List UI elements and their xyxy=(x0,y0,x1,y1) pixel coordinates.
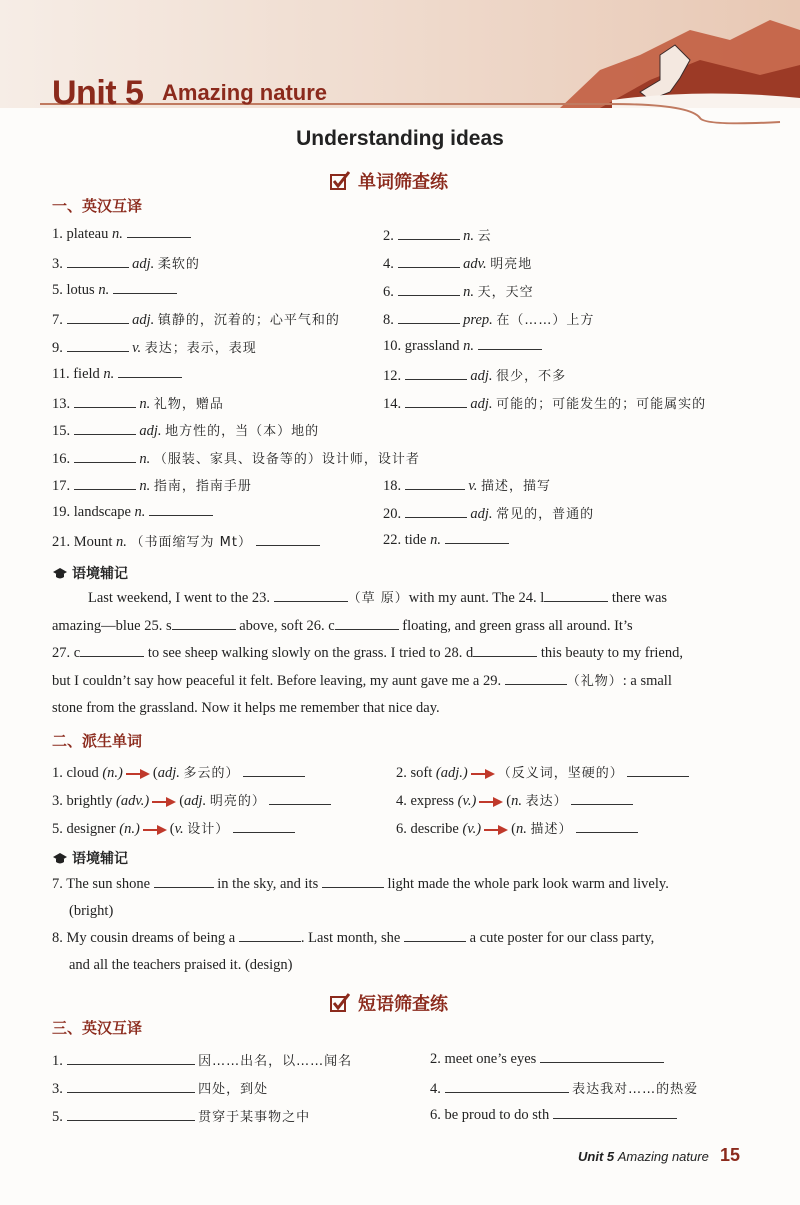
part2-title: 二、派生单词 xyxy=(52,732,143,750)
context1-title-label: 语境辅记 xyxy=(72,566,128,582)
list-item: 4. adv. 明亮地 xyxy=(383,256,533,272)
page-number: 15 xyxy=(720,1145,741,1165)
list-item: 15. adj. 地方性的，当（本）地的 xyxy=(52,423,320,439)
banner-word-check xyxy=(330,168,470,194)
list-item: 3. 四处，到处 xyxy=(52,1081,269,1097)
list-item: 14. adj. 可能的；可能发生的；可能属实的 xyxy=(383,396,707,412)
header-decoration xyxy=(0,0,800,135)
arrow-right-icon xyxy=(484,825,508,835)
list-item: 13. n. 礼物，赠品 xyxy=(52,396,224,412)
context1-paragraph: Last weekend, I went to the 23. （草 原）with my aunt. The 24. l there was amazing—blue 25. s above, soft 26. c floating, and green grass all around. It’s 27. c to see sheep walking slowly on the grass. I tried to 28. d this beauty to my friend, but I couldn’t say how peaceful it felt. Before leaving, my aunt gave me a 29. （礼物）: a small stone from the grassland. Now it helps me remember that nice day. xyxy=(52,590,683,717)
banner-word-check-label: 单词筛查练 xyxy=(358,172,448,193)
banner-phrase-check-label: 短语筛查练 xyxy=(358,994,448,1015)
arrow-right-icon xyxy=(471,769,495,779)
context2-sentences: 7. The sun shone in the sky, and its light made the whole park look warm and lively. (bright) 8. My cousin dreams of being a . Last month, she a cute poster for our class party, and all the teachers praised it. (design) xyxy=(52,876,669,973)
arrow-right-icon xyxy=(152,797,176,807)
list-item: 18. v. 描述，描写 xyxy=(383,478,552,494)
footer-title: Unit 5 Amazing nature xyxy=(578,1149,709,1164)
list-item: 1. 因……出名，以……闻名 xyxy=(52,1053,353,1069)
list-item: 5. lotus n. xyxy=(52,281,177,299)
list-item: 7. adj. 镇静的，沉着的；心平气和的 xyxy=(52,312,340,328)
context1-title xyxy=(52,563,128,583)
list-item: 10. grassland n. xyxy=(383,337,542,355)
arrow-right-icon xyxy=(479,797,503,807)
arrow-right-icon xyxy=(126,769,150,779)
list-item: 5. 贯穿于某事物之中 xyxy=(52,1109,311,1125)
list-item: 17. n. 指南，指南手册 xyxy=(52,478,252,494)
arrow-right-icon xyxy=(143,825,167,835)
list-item: 6. n. 天，天空 xyxy=(383,284,534,300)
part3-title: 三、英汉互译 xyxy=(52,1019,143,1037)
list-item: 3. brightly (adv.) (adj. 明亮的） xyxy=(52,790,331,810)
checkbox-icon xyxy=(330,171,350,191)
graduation-cap-icon xyxy=(52,851,68,865)
list-item: 20. adj. 常见的，普通的 xyxy=(383,506,595,522)
list-item: 4. express (v.) (n. 表达） xyxy=(396,790,633,810)
list-item: 16. n. （服装、家具、设备等的）设计师，设计者 xyxy=(52,451,420,467)
list-item: 21. Mount n. （书面缩写为 Mt） xyxy=(52,531,320,551)
list-item: 1. plateau n. xyxy=(52,225,191,243)
graduation-cap-icon xyxy=(52,566,68,580)
context2-title-label: 语境辅记 xyxy=(72,851,128,867)
list-item: 6. be proud to do sth xyxy=(430,1106,677,1124)
list-item: 2. meet one’s eyes xyxy=(430,1050,664,1068)
unit-title: Amazing nature xyxy=(162,80,328,105)
list-item: 8. prep. 在（……）上方 xyxy=(383,312,595,328)
part1-title: 一、英汉互译 xyxy=(52,197,143,215)
list-item: 5. designer (n.) (v. 设计） xyxy=(52,818,295,838)
list-item: 19. landscape n. xyxy=(52,503,213,521)
list-item: 3. adj. 柔软的 xyxy=(52,256,200,272)
list-item: 9. v. 表达；表示，表现 xyxy=(52,340,257,356)
list-item: 22. tide n. xyxy=(383,531,509,549)
banner-phrase-check xyxy=(330,990,470,1016)
context2-title xyxy=(52,848,128,868)
unit-number: Unit 5 xyxy=(52,74,144,112)
list-item: 11. field n. xyxy=(52,365,182,383)
list-item: 12. adj. 很少，不多 xyxy=(383,368,567,384)
list-item: 2. soft (adj.) （反义词，坚硬的） xyxy=(396,762,689,782)
list-item: 6. describe (v.) (n. 描述） xyxy=(396,818,638,838)
section-title: Understanding ideas xyxy=(296,127,504,150)
list-item: 2. n. 云 xyxy=(383,228,492,244)
checkbox-icon xyxy=(330,993,350,1013)
list-item: 4. 表达我对……的热爱 xyxy=(430,1081,699,1097)
list-item: 1. cloud (n.) (adj. 多云的） xyxy=(52,762,305,782)
